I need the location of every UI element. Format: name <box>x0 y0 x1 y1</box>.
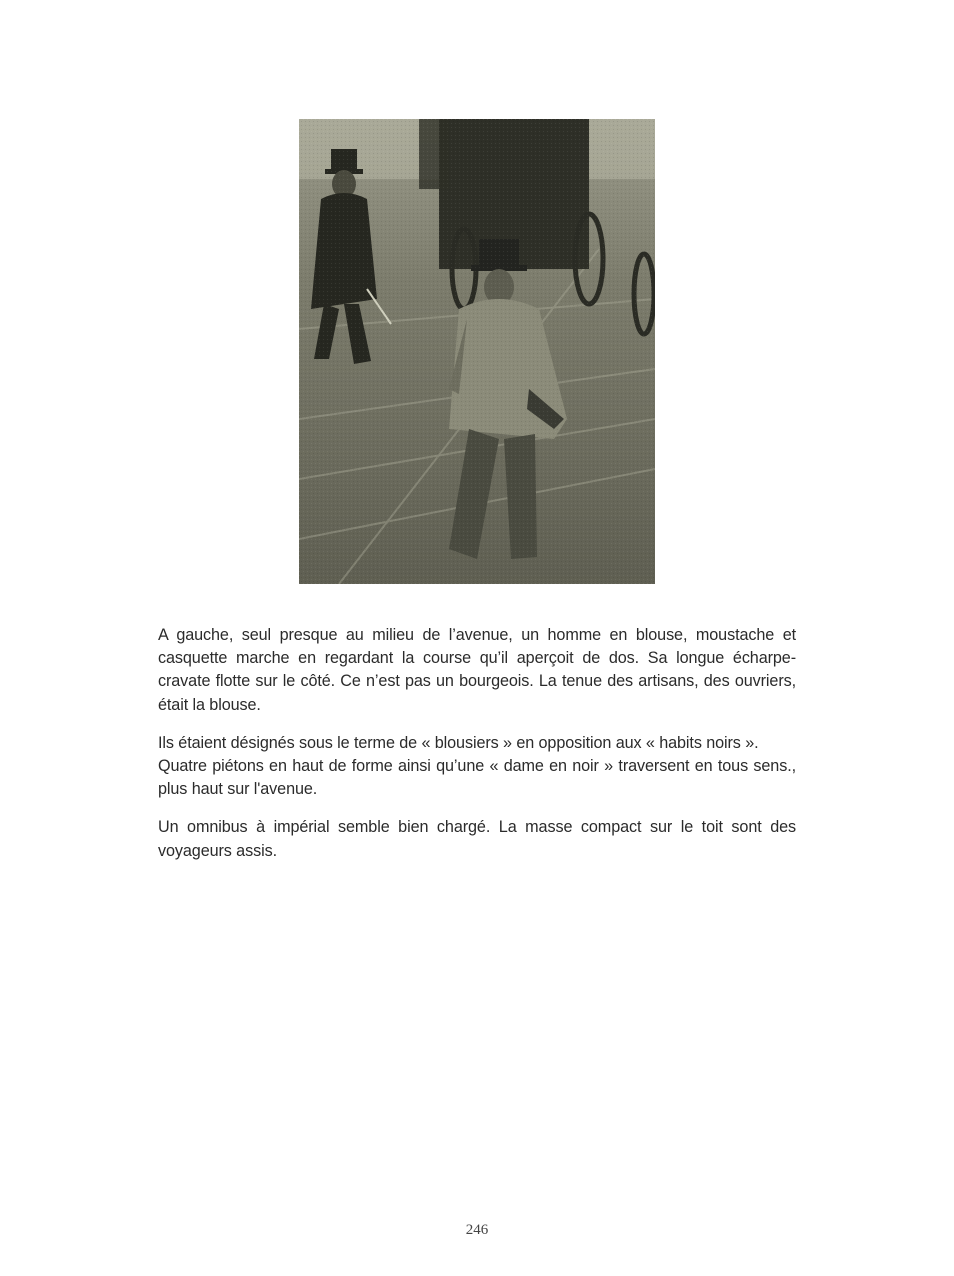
paragraph-2-line-2: Quatre piétons en haut de forme ainsi qu’une « dame en noir » traversent en tous sens., plus haut sur l'avenue. <box>158 757 796 799</box>
paragraph-2 <box>158 732 796 802</box>
page-number: 246 <box>465 1222 489 1238</box>
paragraph-3: Un omnibus à impérial semble bien chargé. La masse compact sur le toit sont des voyageurs assis. <box>158 818 796 860</box>
photo-illustration <box>299 119 655 584</box>
paragraph-1: A gauche, seul presque au milieu de l’avenue, un homme en blouse, moustache et casquette marche en regardant la course qu’il aperçoit de dos. Sa longue écharpe-cravate flotte sur le côté. Ce n’est pas un bourgeois. La tenue des artisans, des ouvriers, était la blouse. <box>158 626 796 714</box>
body-text <box>158 624 796 878</box>
paragraph-2-line-1: Ils étaient désignés sous le terme de « blousiers » en opposition aux « habits noirs ». <box>158 733 759 752</box>
historic-street-photo <box>299 119 655 584</box>
